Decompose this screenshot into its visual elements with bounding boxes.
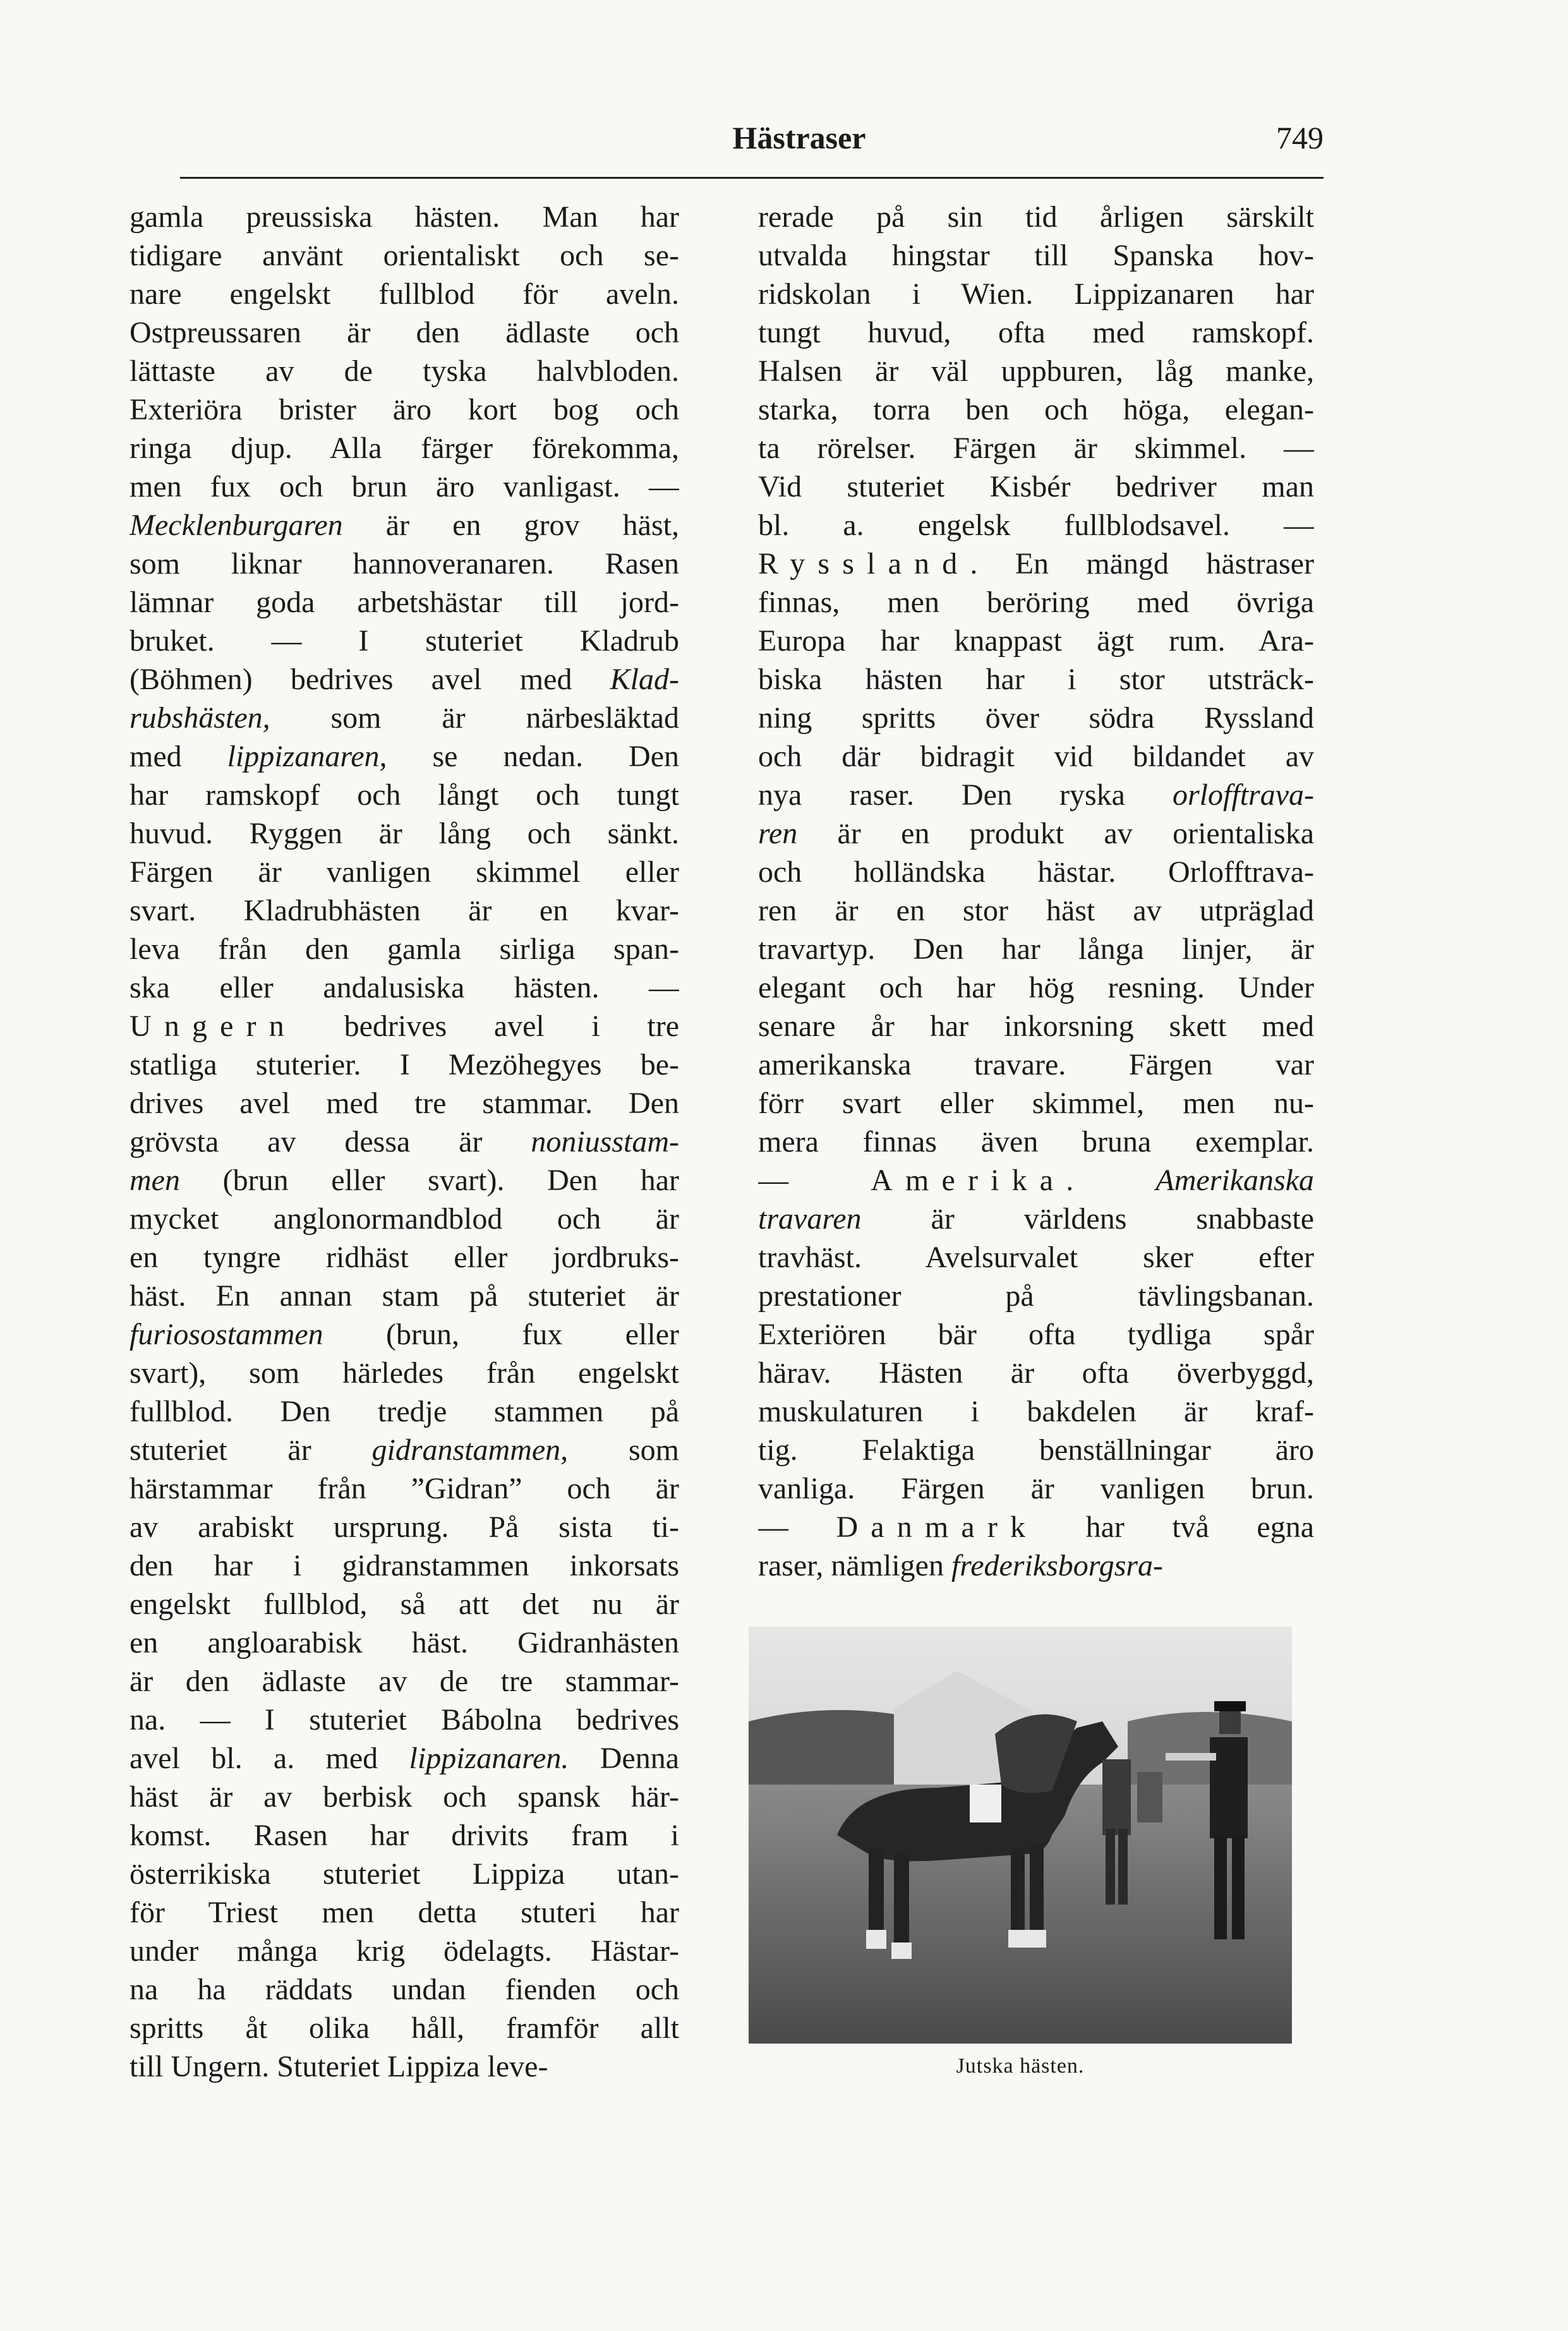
italic-term: orlofftrava-	[1173, 778, 1314, 812]
text-line	[758, 1508, 1314, 1546]
italic-term: rubshästen,	[130, 701, 270, 735]
running-title: Hästraser	[732, 120, 866, 155]
figure-caption: Jutska hästen.	[956, 2054, 1085, 2078]
text-line	[130, 1662, 679, 1701]
text-run: (brun eller svart). Den har	[179, 1164, 679, 1197]
text-run: som	[568, 1433, 679, 1467]
text-line	[130, 313, 679, 352]
text-line	[758, 275, 1314, 313]
text-run: amerikanska travare. Färgen var	[758, 1048, 1314, 1081]
text-run: se nedan. Den	[387, 740, 679, 773]
text-run: huvud. Ryggen är lång och sänkt.	[130, 817, 679, 850]
text-run: ning spritts över södra Ryssland	[758, 701, 1314, 735]
text-run: . En mängd hästraser	[970, 547, 1314, 581]
text-line	[758, 1238, 1314, 1277]
text-run: muskulaturen i bakdelen är kraf-	[758, 1395, 1314, 1428]
text-line	[758, 814, 1314, 853]
text-run: drives avel med tre stammar. Den	[130, 1087, 679, 1120]
text-run: elegant och har hög resning. Under	[758, 971, 1314, 1004]
text-run: en angloarabisk häst. Gidranhästen	[130, 1626, 679, 1659]
text-run: är en produkt av orientaliska	[797, 817, 1314, 850]
text-run: som är närbesläktad	[270, 701, 679, 735]
italic-term: ren	[758, 817, 798, 850]
text-line	[130, 1623, 679, 1662]
text-run: tig. Felaktiga benställningar äro	[758, 1433, 1314, 1467]
italic-term: men	[130, 1164, 180, 1197]
text-run: och holländska hästar. Orlofftrava-	[758, 855, 1314, 889]
text-line	[130, 429, 679, 467]
text-run: Denna	[569, 1742, 679, 1775]
text-line	[130, 1200, 679, 1238]
text-line	[758, 622, 1314, 660]
text-run: till Ungern. Stuteriet Lippiza leve-	[130, 2050, 548, 2083]
text-run: är den ädlaste av de tre stammar-	[130, 1665, 679, 1698]
text-line	[130, 545, 679, 583]
text-line	[130, 275, 679, 313]
text-run: spritts åt olika håll, framför allt	[130, 2011, 679, 2045]
text-run: under många krig ödelagts. Hästar-	[130, 1934, 679, 1968]
text-run: som liknar hannoveranaren. Rasen	[130, 547, 679, 581]
spaced-heading: Amerika	[871, 1164, 1066, 1197]
text-run: tidigare använt orientaliskt och se-	[130, 239, 679, 272]
text-line	[130, 1508, 679, 1546]
text-run: travartyp. Den har långa linjer, är	[758, 932, 1314, 966]
italic-term: frederiksborgsra-	[951, 1549, 1164, 1582]
text-line	[130, 1007, 679, 1045]
text-line	[758, 1161, 1314, 1200]
text-line	[758, 1392, 1314, 1431]
text-line	[130, 1893, 679, 1932]
text-line	[130, 1855, 679, 1893]
text-line	[130, 776, 679, 814]
text-line	[130, 2009, 679, 2047]
text-run: vanliga. Färgen är vanligen brun.	[758, 1472, 1314, 1505]
text-run: fullblod. Den tredje stammen på	[130, 1395, 679, 1428]
text-run: tungt huvud, ofta med ramskopf.	[758, 316, 1314, 349]
text-run: har ramskopf och långt och tungt	[130, 778, 679, 812]
text-line	[130, 390, 679, 429]
text-run: ringa djup. Alla färger förekomma,	[130, 431, 679, 465]
text-line	[130, 1277, 679, 1315]
text-run: stuteriet är	[130, 1433, 372, 1467]
italic-term: Mecklenburgaren	[130, 509, 343, 542]
text-run: härav. Hästen är ofta överbyggd,	[758, 1356, 1314, 1390]
spaced-heading: Ryssland	[758, 547, 970, 581]
text-run: leva från den gamla sirliga span-	[130, 932, 679, 966]
text-line	[130, 1546, 679, 1585]
text-run: svart. Kladrubhästen är en kvar-	[130, 894, 679, 927]
text-run: travhäst. Avelsurvalet sker efter	[758, 1241, 1314, 1274]
text-line	[130, 2047, 679, 2086]
text-run: (brun, fux eller	[323, 1318, 679, 1351]
text-run: nare engelskt fullblod för aveln.	[130, 277, 679, 311]
text-run: statliga stuterier. I Mezöhegyes be-	[130, 1048, 679, 1081]
text-run: den har i gidranstammen inkorsats	[130, 1549, 679, 1582]
text-line	[130, 968, 679, 1007]
text-run: mera finnas även bruna exemplar.	[758, 1125, 1314, 1159]
text-line	[130, 1084, 679, 1123]
italic-term: lippizanaren.	[409, 1742, 569, 1775]
text-line	[130, 737, 679, 776]
text-run: ta rörelser. Färgen är skimmel. —	[758, 431, 1314, 465]
text-run: ska eller andalusiska hästen. —	[130, 971, 679, 1004]
text-run: komst. Rasen har drivits fram i	[130, 1819, 679, 1852]
text-line	[130, 352, 679, 390]
text-run: Halsen är väl uppburen, låg manke,	[758, 354, 1314, 388]
text-line	[758, 429, 1314, 467]
text-line	[758, 1123, 1314, 1161]
text-run: finnas, men beröring med övriga	[758, 586, 1314, 619]
text-line	[758, 1354, 1314, 1392]
text-run: en tyngre ridhäst eller jordbruks-	[130, 1241, 679, 1274]
text-line	[758, 1546, 1314, 1585]
italic-term: lippizanaren,	[227, 740, 387, 773]
text-line	[130, 1045, 679, 1084]
text-run: gamla preussiska hästen. Man har	[130, 200, 679, 234]
text-line	[130, 1392, 679, 1431]
text-line	[130, 1816, 679, 1855]
spaced-heading: Ungern	[130, 1009, 297, 1043]
header-rule	[180, 177, 1324, 179]
text-run: mycket anglonormandblod och är	[130, 1202, 679, 1236]
text-run: är en grov häst,	[342, 509, 679, 542]
text-line	[758, 313, 1314, 352]
horse-photo-image	[749, 1627, 1292, 2044]
text-line	[758, 198, 1314, 236]
text-line	[758, 930, 1314, 968]
text-line	[130, 1778, 679, 1816]
text-run: häst. En annan stam på stuteriet är	[130, 1279, 679, 1313]
text-line	[130, 1431, 679, 1469]
text-run: avel bl. a. med	[130, 1742, 409, 1775]
text-line	[758, 1277, 1314, 1315]
text-run: förr svart eller skimmel, men nu-	[758, 1087, 1314, 1120]
text-line	[758, 853, 1314, 891]
text-line	[130, 814, 679, 853]
text-line	[130, 1354, 679, 1392]
text-run: Vid stuteriet Kisbér bedriver man	[758, 470, 1314, 503]
text-run: na ha räddats undan fienden och	[130, 1973, 679, 2006]
text-run: ridskolan i Wien. Lippizanaren har	[758, 277, 1314, 311]
text-line	[130, 1585, 679, 1623]
text-run: Europa har knappast ägt rum. Ara-	[758, 624, 1314, 658]
text-run: bedrives avel i tre	[296, 1009, 679, 1043]
text-run: för Triest men detta stuteri har	[130, 1896, 679, 1929]
text-line	[130, 467, 679, 506]
text-run: härstammar från ”Gidran” och är	[130, 1472, 679, 1505]
text-run: är världens snabbaste	[861, 1202, 1314, 1236]
text-run: Ostpreussaren är den ädlaste och	[130, 316, 679, 349]
text-run: raser, nämligen	[758, 1549, 951, 1582]
text-line	[758, 1007, 1314, 1045]
text-run: lämnar goda arbetshästar till jord-	[130, 586, 679, 619]
text-line	[130, 583, 679, 622]
text-line	[758, 737, 1314, 776]
text-line	[758, 352, 1314, 390]
text-line	[130, 660, 679, 699]
text-run: av arabiskt ursprung. På sista ti-	[130, 1510, 679, 1544]
text-line	[130, 1932, 679, 1970]
text-run: bruket. — I stuteriet Kladrub	[130, 624, 679, 658]
italic-term: travaren	[758, 1202, 862, 1236]
italic-term: furiosostammen	[130, 1318, 323, 1351]
text-run: österrikiska stuteriet Lippiza utan-	[130, 1857, 679, 1891]
text-run: biska hästen har i stor utsträck-	[758, 663, 1314, 696]
text-line	[130, 1123, 679, 1161]
text-run: men fux och brun äro vanligast. —	[130, 470, 679, 503]
text-run: —	[758, 1164, 871, 1197]
text-line	[758, 545, 1314, 583]
text-line	[130, 1701, 679, 1739]
text-line	[758, 1045, 1314, 1084]
italic-term: Klad-	[610, 663, 679, 696]
text-run: starka, torra ben och höga, elegan-	[758, 393, 1314, 426]
italic-term: Amerikanska	[1155, 1164, 1314, 1197]
text-run: har två egna	[1038, 1510, 1314, 1544]
text-line	[130, 1315, 679, 1354]
left-text-column	[130, 198, 679, 2093]
text-line	[130, 1739, 679, 1778]
text-line	[130, 930, 679, 968]
text-line	[130, 1469, 679, 1508]
text-line	[758, 506, 1314, 545]
text-line	[758, 1315, 1314, 1354]
text-line	[758, 776, 1314, 814]
text-line	[758, 660, 1314, 699]
text-line	[758, 1200, 1314, 1238]
text-line	[130, 853, 679, 891]
text-run: med	[130, 740, 227, 773]
text-run: prestationer på tävlingsbanan.	[758, 1279, 1314, 1313]
text-run: —	[758, 1510, 836, 1544]
text-run: ren är en stor häst av utpräglad	[758, 894, 1314, 927]
text-run: Färgen är vanligen skimmel eller	[130, 855, 679, 889]
text-line	[758, 467, 1314, 506]
text-run: .	[1066, 1164, 1156, 1197]
page-number: 749	[1276, 120, 1324, 155]
text-line	[758, 968, 1314, 1007]
text-run: och där bidragit vid bildandet av	[758, 740, 1314, 773]
text-run: senare år har inkorsning skett med	[758, 1009, 1314, 1043]
text-line	[758, 390, 1314, 429]
text-run: häst är av berbisk och spansk här-	[130, 1780, 679, 1814]
text-run: bl. a. engelsk fullblodsavel. —	[758, 509, 1314, 542]
text-line	[758, 236, 1314, 275]
text-line	[130, 1238, 679, 1277]
text-line	[758, 1084, 1314, 1123]
text-run: grövsta av dessa är	[130, 1125, 531, 1159]
text-line	[130, 1161, 679, 1200]
text-line	[130, 1970, 679, 2009]
text-line	[130, 236, 679, 275]
text-run: rerade på sin tid årligen särskilt	[758, 200, 1314, 234]
text-run: na. — I stuteriet Bábolna bedrives	[130, 1703, 679, 1737]
spaced-heading: Danmark	[836, 1510, 1039, 1544]
text-line	[758, 699, 1314, 737]
text-line	[758, 891, 1314, 930]
text-run: nya raser. Den ryska	[758, 778, 1173, 812]
italic-term: gidranstammen,	[371, 1433, 569, 1467]
text-run: utvalda hingstar till Spanska hov-	[758, 239, 1314, 272]
text-run: lättaste av de tyska halvbloden.	[130, 354, 679, 388]
text-run: engelskt fullblod, så att det nu är	[130, 1587, 679, 1621]
text-line	[130, 891, 679, 930]
text-line	[130, 506, 679, 545]
text-line	[758, 1431, 1314, 1469]
text-run: Exteriören bär ofta tydliga spår	[758, 1318, 1314, 1351]
text-line	[758, 583, 1314, 622]
text-line	[130, 622, 679, 660]
text-line	[758, 1469, 1314, 1508]
page-header	[180, 112, 1324, 163]
text-run: svart), som härledes från engelskt	[130, 1356, 679, 1390]
text-run: Exteriöra brister äro kort bog och	[130, 393, 679, 426]
text-line	[130, 198, 679, 236]
text-line	[130, 699, 679, 737]
text-run: (Böhmen) bedrives avel med	[130, 663, 610, 696]
horse-photograph	[749, 1627, 1292, 2044]
italic-term: noniusstam-	[531, 1125, 679, 1159]
